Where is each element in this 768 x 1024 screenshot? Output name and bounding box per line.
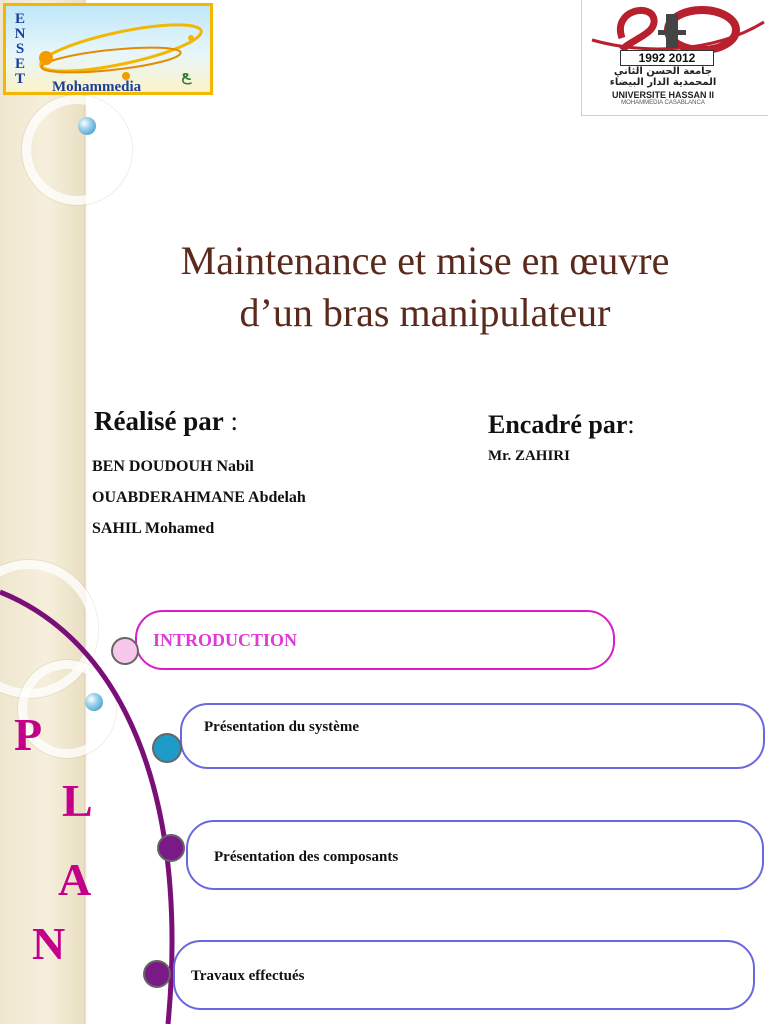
plan-node-4 <box>143 960 171 988</box>
uh2-logo <box>581 0 768 116</box>
realise-colon: : <box>223 406 238 436</box>
encadre-label: Encadré par <box>488 410 628 439</box>
plan-item-label: Travaux effectués <box>191 968 305 984</box>
enset-logo <box>3 3 213 95</box>
plan-letter-n: N <box>32 918 66 969</box>
plan-letter-a: A <box>58 854 92 905</box>
presentation-title <box>120 235 730 339</box>
plan-item-label: Présentation du système <box>204 719 359 735</box>
author-list <box>92 451 306 544</box>
author-name: BEN DOUDOUH Nabil <box>92 458 254 475</box>
enset-letter: E <box>14 56 25 72</box>
enset-letter: S <box>15 41 25 57</box>
author-name: SAHIL Mohamed <box>92 520 215 537</box>
realise-heading <box>94 406 238 437</box>
title-line-1: Maintenance et mise en œuvre <box>180 238 670 283</box>
realise-label: Réalisé par <box>94 406 224 436</box>
enset-letters <box>14 12 26 87</box>
plan-item-introduction[interactable] <box>135 610 615 670</box>
plan-letter-l: L <box>62 775 93 826</box>
enset-letter: E <box>14 11 25 27</box>
decor-bead <box>78 117 96 135</box>
uh2-latin-name: UNIVERSITE HASSAN II <box>611 90 714 100</box>
plan-node-1 <box>111 637 139 665</box>
plan-item-travaux-effectues[interactable] <box>173 940 755 1010</box>
plan-item-label: Présentation des composants <box>214 849 399 865</box>
plan-letter-p: P <box>14 709 43 760</box>
supervisor-name: Mr. ZAHIRI <box>488 448 570 464</box>
author-name: OUABDERAHMANE Abdelah <box>92 489 306 506</box>
encadre-heading <box>488 410 635 440</box>
uh2-years: 1992 2012 <box>620 50 714 66</box>
enset-city: Mohammedia <box>52 79 142 95</box>
plan-item-presentation-systeme[interactable] <box>180 703 765 769</box>
encadre-colon: : <box>627 410 635 439</box>
svg-text:ﻊ: ﻊ <box>181 64 191 85</box>
decor-ring <box>22 95 132 205</box>
plan-item-presentation-composants[interactable] <box>186 820 764 890</box>
plan-node-2 <box>152 733 182 763</box>
uh2-arabic-name: جامعة الحسن الثاني المحمدية الدار البيضاء <box>609 66 717 88</box>
title-line-2: d’un bras manipulateur <box>239 290 611 335</box>
plan-item-label: INTRODUCTION <box>153 630 298 650</box>
enset-letter: N <box>14 26 26 42</box>
enset-letter: T <box>14 71 25 87</box>
uh2-city: MOHAMMEDIA CASABLANCA <box>621 100 705 106</box>
svg-text:Ans: Ans <box>702 7 715 16</box>
enset-orbit-icon <box>26 8 226 88</box>
plan-node-3 <box>157 834 185 862</box>
